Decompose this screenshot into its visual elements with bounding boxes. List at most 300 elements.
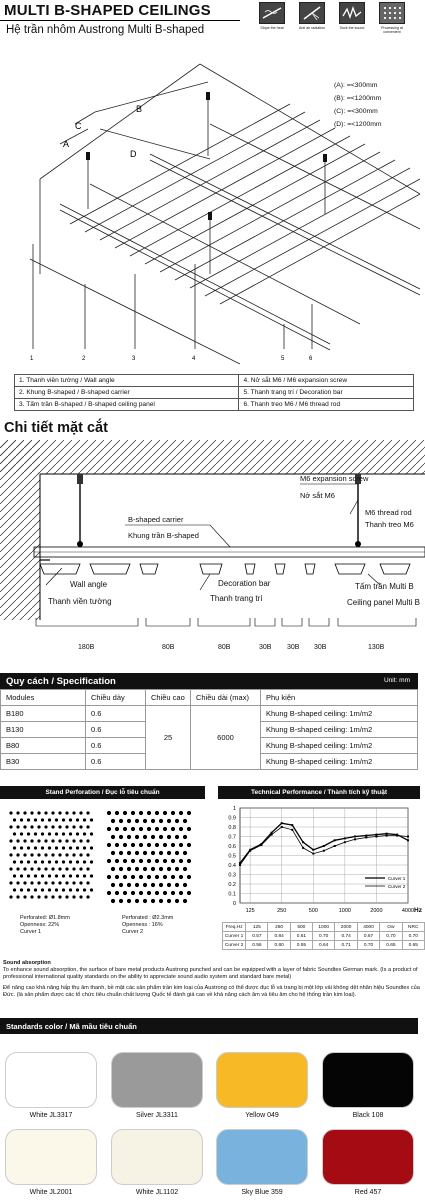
perforation-hole (167, 819, 171, 823)
table-row: Modules Chiều dày Chiều cao Chiều dài (max) Phụ kiện (1, 690, 418, 706)
perforation-hole (9, 811, 12, 814)
perforation-hole (171, 859, 175, 863)
perforation-hole (127, 867, 131, 871)
perforation-hole (135, 899, 139, 903)
label-expansion-vi: Nở sắt M6 (300, 491, 335, 500)
color-swatch (216, 1129, 308, 1185)
table-cell: 0.56 (246, 941, 268, 950)
color-swatch-label: Silver JL3311 (136, 1112, 178, 1119)
data-point (354, 838, 356, 840)
perforation-hole (107, 827, 111, 831)
perforation-hole (62, 846, 65, 849)
color-swatch-label: Black 108 (352, 1112, 384, 1119)
perforation-hole (51, 853, 54, 856)
performance-title: Technical Performance / Thành tích kỹ thuật (218, 786, 420, 799)
perforation-hole (51, 811, 54, 814)
y-tick-label: 0.2 (228, 882, 236, 888)
color-swatch (111, 1129, 203, 1185)
color-swatch (216, 1052, 308, 1108)
table-cell: NRC (402, 923, 425, 932)
perforation-hole (127, 899, 131, 903)
perforation-hole (187, 891, 191, 895)
perforation-hole (9, 867, 12, 870)
data-point (365, 836, 367, 838)
table-cell: Freq.Hz (223, 923, 246, 932)
perforation-hole (131, 891, 135, 895)
data-point (281, 822, 283, 824)
perforation-hole (30, 881, 33, 884)
perforation-hole (83, 860, 86, 863)
x-tick-label: 2000 (370, 908, 383, 914)
perforation-hole (115, 891, 119, 895)
perforation-hole (20, 888, 23, 891)
perforation-hole (51, 867, 54, 870)
heat-slope-icon (259, 2, 285, 24)
perforation-hole (37, 895, 40, 898)
perforation-hole (135, 867, 139, 871)
perforation-hole (72, 895, 75, 898)
perforation-hole (79, 867, 82, 870)
perforation-hole (30, 895, 33, 898)
perforation-hole (62, 860, 65, 863)
absorption-chart (218, 802, 425, 920)
perforation-hole (51, 839, 54, 842)
data-point (302, 841, 304, 843)
perforation-hole (115, 843, 119, 847)
table-cell: 0.57 (246, 932, 268, 941)
perforation-hole (143, 851, 147, 855)
perforation-hole (183, 851, 187, 855)
perforation-hole (55, 818, 58, 821)
perforation-hole (48, 832, 51, 835)
dimension-list (334, 79, 382, 131)
perforation-hole (107, 891, 111, 895)
x-tick-label: 500 (308, 908, 318, 914)
label-wall-en: Wall angle (70, 580, 108, 589)
perforation-hole (175, 883, 179, 887)
perforation-hole (86, 881, 89, 884)
callout-1: 1 (30, 356, 34, 362)
perforation-hole (37, 867, 40, 870)
data-point (312, 849, 314, 851)
perforation-hole (135, 819, 139, 823)
perforation-hole (44, 881, 47, 884)
perforation-hole (179, 843, 183, 847)
perforation-hole (163, 811, 167, 815)
perforation-hole (20, 846, 23, 849)
table-cell: 0.70 (380, 932, 402, 941)
perforation-hole (131, 843, 135, 847)
color-swatch-label: Sky Blue 359 (241, 1189, 283, 1196)
data-point (323, 850, 325, 852)
perforation-hole (127, 851, 131, 855)
perforation-hole (119, 867, 123, 871)
data-point (271, 834, 273, 836)
perforation-hole (155, 843, 159, 847)
perforation-hole (79, 853, 82, 856)
perforation-hole (115, 827, 119, 831)
data-point (407, 839, 409, 841)
perforation-hole (90, 846, 93, 849)
feature-heat: Slope the heat (257, 2, 287, 30)
spec-unit: Unit: mm (384, 677, 410, 684)
perforation-hole (171, 891, 175, 895)
perforation-hole (143, 819, 147, 823)
dim-label-a: A (63, 139, 70, 149)
perforation-hole (13, 846, 16, 849)
perforation-hole (20, 874, 23, 877)
perforation-hole (83, 846, 86, 849)
perforation-hole (187, 843, 191, 847)
perforation-hole (163, 843, 167, 847)
perforation-hole (34, 860, 37, 863)
data-point (249, 850, 251, 852)
perforation-hole (30, 839, 33, 842)
perforation-hole (55, 888, 58, 891)
perforation-pattern-2 (104, 808, 194, 908)
spec-title: Quy cách / Specification (6, 676, 116, 687)
perforation-hole (62, 832, 65, 835)
perforation-hole (30, 825, 33, 828)
perforation-hole (34, 874, 37, 877)
perforation-hole (111, 867, 115, 871)
perforation-hole (111, 851, 115, 855)
perforation-hole (111, 819, 115, 823)
label-deco-vi: Thanh trang trí (210, 594, 263, 603)
perforation-hole (111, 899, 115, 903)
table-cell: Ow (380, 923, 402, 932)
perforation-hole (16, 853, 19, 856)
dimension-a: (A): =<300mm (334, 82, 378, 89)
perforation-hole (167, 867, 171, 871)
perforation-hole (175, 867, 179, 871)
perforation-hole (51, 881, 54, 884)
perforation-hole (175, 899, 179, 903)
table-cell: 1000 (312, 923, 334, 932)
perforation-hole (34, 832, 37, 835)
perforation-hole (65, 839, 68, 842)
perforation-hole (135, 835, 139, 839)
perforation-hole (13, 860, 16, 863)
data-point (312, 853, 314, 855)
callout-2: 2 (82, 356, 86, 362)
perforation-hole (90, 818, 93, 821)
table-row (223, 941, 425, 950)
spec-max-length: 6000 (191, 706, 261, 770)
parts-table (14, 374, 414, 411)
perforation-hole (90, 874, 93, 877)
data-point (354, 836, 356, 838)
colors-title: Standards color / Mã mầu tiêu chuẩn (0, 1018, 418, 1034)
perforation-hole (131, 859, 135, 863)
perforation-hole (86, 811, 89, 814)
table-cell: 0.55 (290, 941, 312, 950)
perforation-hole (179, 891, 183, 895)
perforation-hole (44, 839, 47, 842)
processing-icon (379, 2, 405, 24)
dim-label-d: D (130, 149, 137, 159)
perforation-hole (119, 851, 123, 855)
perforation-hole (69, 832, 72, 835)
perforation-hole (151, 899, 155, 903)
perforation-hole (86, 825, 89, 828)
perforation-hole (13, 832, 16, 835)
y-tick-label: 0.6 (228, 844, 236, 850)
table-row: 2. Khung B-shaped / B-shaped carrier 5. Thanh trang trí / Decoration bar (15, 387, 414, 399)
perforation-hole (51, 825, 54, 828)
perforation-hole (179, 811, 183, 815)
perforation-hole (9, 825, 12, 828)
perforation-hole (119, 899, 123, 903)
perforation-hole (139, 891, 143, 895)
perforation-hole (37, 811, 40, 814)
color-swatch-label: White JL1102 (135, 1189, 179, 1196)
perforation-pattern-1 (6, 808, 96, 908)
perforation-hole (76, 888, 79, 891)
y-tick-label: 0.7 (228, 834, 236, 841)
table-cell: 0.65 (402, 941, 425, 950)
perforation-hole (16, 895, 19, 898)
perforation-hole (107, 811, 111, 815)
perforation-hole (187, 875, 191, 879)
perforation-hole (183, 883, 187, 887)
perforation-hole (83, 874, 86, 877)
perforation-hole (187, 859, 191, 863)
perforation-hole (171, 843, 175, 847)
perforation-hole (159, 883, 163, 887)
color-swatch-label: White JL2001 (29, 1189, 73, 1196)
table-cell: 0.80 (268, 941, 290, 950)
perforation-hole (41, 846, 44, 849)
perforation-hole (90, 832, 93, 835)
data-point (291, 829, 293, 831)
perforation-hole (167, 851, 171, 855)
perforation-hole (48, 860, 51, 863)
perforation-hole (123, 827, 127, 831)
perforation-hole (58, 825, 61, 828)
perforation-hole (147, 827, 151, 831)
title-rule (0, 20, 240, 21)
perforation-hole (151, 883, 155, 887)
perforation-hole (167, 899, 171, 903)
perforation-hole (175, 835, 179, 839)
data-point (375, 836, 377, 838)
table-cell: 0.64 (312, 941, 334, 950)
color-swatch-label: Yellow 049 (245, 1112, 279, 1119)
perforation-hole (187, 811, 191, 815)
perforation-hole (34, 846, 37, 849)
perforation-hole (83, 888, 86, 891)
perforation-hole (76, 860, 79, 863)
data-point (334, 845, 336, 847)
y-tick-label: 0.1 (228, 891, 236, 898)
table-row: 1. Thanh viền tường / Wall angle 4. Nở sắt M6 / M6 expansion screw (15, 375, 414, 387)
perforation-hole (44, 853, 47, 856)
table-cell: 4000 (357, 923, 379, 932)
perforation-hole (13, 888, 16, 891)
y-tick-label: 0.5 (228, 853, 236, 860)
perforation-hole (27, 832, 30, 835)
perforation-hole (62, 874, 65, 877)
perforation-hole (159, 851, 163, 855)
perforation-hole (37, 881, 40, 884)
perforation-title: Stand Perforation / Đục lỗ tiêu chuẩn (0, 786, 205, 799)
color-swatch (322, 1052, 414, 1108)
table-cell: 0.70 (402, 932, 425, 941)
perforation-hole (27, 874, 30, 877)
perforation-hole (51, 895, 54, 898)
table-cell: 0.84 (268, 932, 290, 941)
perforation-hole (135, 883, 139, 887)
perforation-hole (111, 883, 115, 887)
table-row: B130 0.6 Khung B-shaped ceiling: 1m/m2 (1, 722, 418, 738)
perforation-hole (131, 827, 135, 831)
perforation-hole (65, 811, 68, 814)
perforation-hole (27, 860, 30, 863)
spec-table (0, 689, 418, 770)
color-swatch-label: Red 457 (354, 1189, 382, 1196)
perforation-hole (147, 875, 151, 879)
perforation-hole (30, 811, 33, 814)
perforation-hole (69, 860, 72, 863)
perforation-hole (86, 867, 89, 870)
y-tick-label: 1 (232, 806, 236, 812)
perforation-hole (151, 851, 155, 855)
data-point (302, 847, 304, 849)
x-tick-label: 4000 (401, 908, 415, 914)
perforation-hole (16, 839, 19, 842)
perforation-hole (72, 839, 75, 842)
feature-processing: Processing at convenient (377, 2, 407, 35)
perforation-hole (143, 899, 147, 903)
perforation-hole (23, 895, 26, 898)
perforation-hole (37, 839, 40, 842)
perforation-hole (135, 851, 139, 855)
perforation-hole (115, 859, 119, 863)
perforation-hole (83, 832, 86, 835)
perforation-hole (167, 883, 171, 887)
perforation-hole (171, 875, 175, 879)
perforation-hole (69, 818, 72, 821)
y-tick-label: 0.8 (228, 825, 236, 831)
perforation-hole (151, 867, 155, 871)
perforation-hole (9, 853, 12, 856)
perforation-hole (123, 875, 127, 879)
perforation-hole (155, 875, 159, 879)
data-point (334, 839, 336, 841)
perforation-hole (76, 832, 79, 835)
perforation-hole (58, 811, 61, 814)
perforation-hole (159, 819, 163, 823)
dimension-d: (D): =<1200mm (334, 121, 382, 128)
perforation-hole (76, 874, 79, 877)
table-cell: 0.71 (335, 941, 357, 950)
perforation-hole (20, 818, 23, 821)
perforation-hole (65, 825, 68, 828)
table-row: B30 0.6 Khung B-shaped ceiling: 1m/m2 (1, 754, 418, 770)
perforation-hole (143, 883, 147, 887)
perforation-hole (72, 811, 75, 814)
label-expansion-en: M6 expansion screw (300, 474, 369, 483)
perforation-hole (16, 811, 19, 814)
perforation-hole (86, 853, 89, 856)
perforation-hole (171, 827, 175, 831)
perforation-hole (48, 818, 51, 821)
perforation-hole (23, 881, 26, 884)
perforation-hole (171, 811, 175, 815)
label-rod-en: M6 thread rod (365, 508, 412, 517)
label-wall-vi: Thanh viền tường (48, 597, 112, 606)
perforation-hole (107, 875, 111, 879)
perforation-hole (79, 881, 82, 884)
table-cell: 125 (246, 923, 268, 932)
perforation-hole (27, 888, 30, 891)
perforation-hole (127, 883, 131, 887)
perforation-hole (127, 819, 131, 823)
perforation-hole (143, 835, 147, 839)
perforation-hole (76, 818, 79, 821)
color-swatch (322, 1129, 414, 1185)
table-cell: 0.61 (290, 932, 312, 941)
curve1-info: Perforated: Ø1.8mm Openness: 22% Curver 1 (20, 915, 70, 935)
section-title: Chi tiết mặt cắt (4, 420, 108, 436)
perforation-hole (58, 853, 61, 856)
performance-table (222, 922, 425, 950)
perforation-hole (155, 811, 159, 815)
perforation-hole (83, 818, 86, 821)
callout-5: 5 (281, 356, 285, 362)
perforation-hole (163, 891, 167, 895)
table-cell: Curver 2 (223, 941, 246, 950)
perforation-hole (37, 853, 40, 856)
perforation-hole (147, 891, 151, 895)
perforation-hole (163, 875, 167, 879)
perforation-hole (55, 860, 58, 863)
table-row (223, 923, 425, 932)
perforation-hole (76, 846, 79, 849)
x-axis-label: Hz (414, 907, 422, 914)
perforation-hole (23, 853, 26, 856)
color-swatch-label: White JL3317 (29, 1112, 73, 1119)
perforation-hole (72, 881, 75, 884)
color-swatch (5, 1129, 97, 1185)
y-tick-label: 0 (232, 901, 236, 907)
perforation-hole (119, 819, 123, 823)
perforation-hole (41, 888, 44, 891)
x-tick-label: 125 (245, 908, 255, 914)
perforation-hole (175, 819, 179, 823)
feature-radiation: Anti air radiation (297, 2, 327, 30)
table-row (223, 932, 425, 941)
data-point (281, 826, 283, 828)
data-point (386, 835, 388, 837)
table-cell: 0.65 (380, 941, 402, 950)
data-point (239, 864, 241, 866)
perforation-hole (44, 811, 47, 814)
label-panel-en: Ceiling panel Multi B (347, 598, 420, 607)
perforation-hole (107, 859, 111, 863)
perforation-hole (86, 895, 89, 898)
perforation-hole (79, 811, 82, 814)
perforation-hole (151, 819, 155, 823)
perforation-hole (79, 825, 82, 828)
perforation-hole (65, 867, 68, 870)
perforation-hole (41, 818, 44, 821)
data-point (375, 834, 377, 836)
data-point (407, 836, 409, 838)
section-diagram (0, 440, 425, 658)
perforation-hole (163, 859, 167, 863)
